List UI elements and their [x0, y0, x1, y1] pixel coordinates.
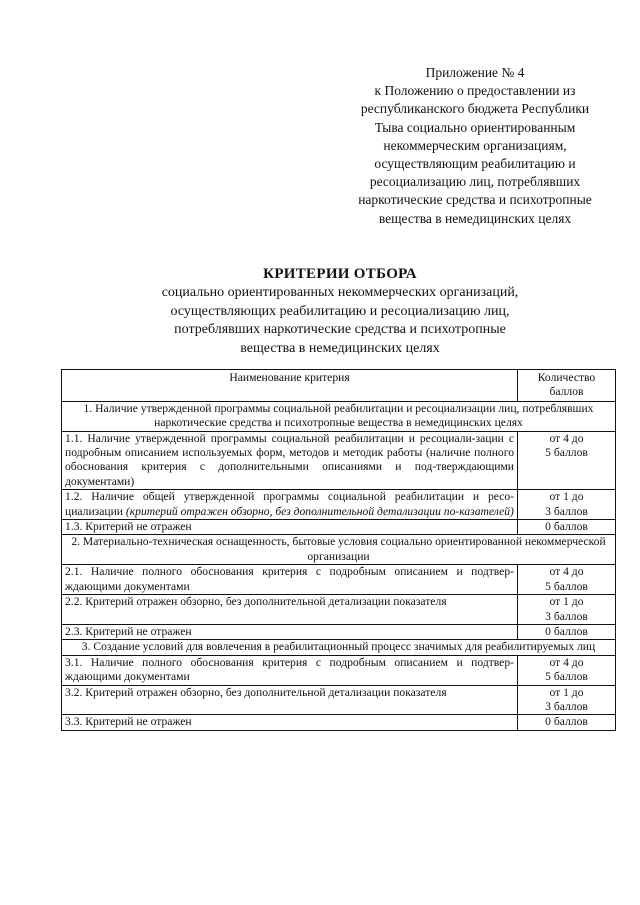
table-row — [62, 595, 616, 625]
criterion-cell — [62, 715, 518, 730]
table-header-row — [62, 370, 616, 402]
document-subtitle — [60, 284, 620, 358]
criterion-cell — [62, 595, 518, 625]
score-line: 0 баллов — [545, 624, 588, 638]
score-cell — [518, 685, 616, 715]
appendix-line: к Положению о предоставлении из — [374, 83, 576, 99]
criterion-text: 3.2. Критерий отражен обзорно, без дополнительной детализации показателя — [65, 685, 447, 699]
score-line: 0 баллов — [545, 520, 588, 534]
subtitle-line: социально ориентированных некоммерческих организаций, — [161, 285, 519, 300]
score-line: от 4 до — [549, 431, 584, 445]
appendix-line: Приложение № 4 — [425, 65, 525, 80]
criterion-cell — [62, 565, 518, 595]
appendix-line: ресоциализацию лиц, потреблявших — [369, 174, 581, 190]
table-row — [62, 431, 616, 490]
table-row — [62, 685, 616, 715]
table-row — [62, 624, 616, 639]
score-line: 0 баллов — [545, 715, 588, 729]
score-line: 5 баллов — [545, 446, 588, 460]
criterion-text: 1.3. Критерий не отражен — [65, 520, 192, 534]
score-line: от 1 до — [549, 490, 584, 504]
section-row — [62, 401, 616, 431]
score-cell — [518, 490, 616, 520]
score-cell — [518, 715, 616, 730]
title-block — [60, 264, 620, 358]
criterion-text: 2.2. Критерий отражен обзорно, без дополнительной детализации показателя — [65, 595, 447, 609]
criterion-text: 1.2. Наличие общей утвержденной программы социальной реабилитации и ресо-циализации — [65, 490, 514, 518]
table-row — [62, 565, 616, 595]
subtitle-line: вещества в немедицинских целях — [240, 340, 440, 356]
criterion-text: 1.1. Наличие утвержденной программы социальной реабилитации и ресоциали-зации с подробным описанием используемых форм, методов и методик работы (наличие полного обоснования критерия с дополнительными описаниями и под-тверждающими документами) — [65, 431, 514, 488]
table-row — [62, 520, 616, 535]
score-line: от 4 до — [549, 565, 584, 579]
score-line: 3 баллов — [545, 609, 588, 623]
score-line: от 4 до — [549, 655, 584, 669]
score-line: 3 баллов — [545, 699, 588, 713]
subtitle-line: осуществляющих реабилитацию и ресоциализацию лиц, — [170, 303, 510, 319]
score-line: 5 баллов — [545, 579, 588, 593]
appendix-line: некоммерческим организациям, — [383, 137, 567, 153]
section-title: 2. Материально-техническая оснащенность, бытовые условия социально ориентированной некоммерческой организации — [62, 535, 616, 565]
header-criterion-name: Наименование критерия — [62, 370, 518, 402]
table-row — [62, 715, 616, 730]
score-cell — [518, 595, 616, 625]
appendix-line: наркотические средства и психотропные — [358, 192, 592, 208]
subtitle-line: потреблявших наркотические средства и психотропные — [174, 322, 506, 337]
criterion-cell — [62, 431, 518, 490]
score-line: 5 баллов — [545, 670, 588, 684]
criteria-table — [61, 369, 616, 731]
score-cell — [518, 624, 616, 639]
appendix-line: вещества в немедицинских целях — [378, 210, 572, 226]
criterion-text: 2.3. Критерий не отражен — [65, 624, 192, 638]
appendix-line: осуществляющим реабилитацию и — [374, 156, 576, 172]
criterion-text: 2.1. Наличие полного обоснования критерия с подробным описанием и подтвер-ждающими документами — [65, 565, 514, 593]
criterion-text: 3.1. Наличие полного обоснования критерия с подробным описанием и подтвер-ждающими документами — [65, 655, 514, 684]
section-row — [62, 535, 616, 565]
score-line: 3 баллов — [545, 504, 588, 518]
table-row — [62, 655, 616, 685]
criterion-cell — [62, 520, 518, 535]
section-title: 1. Наличие утвержденной программы социальной реабилитации и ресоциализации лиц, потреблявших наркотические средства и психотропные вещества в немедицинских целях — [62, 401, 616, 431]
document-title: КРИТЕРИИ ОТБОРА — [263, 266, 417, 282]
score-cell — [518, 655, 616, 685]
criterion-note: (критерий отражен обзорно, без дополнительной детализации по-казателей) — [125, 504, 514, 518]
appendix-line: республиканского бюджета Республики — [360, 101, 590, 117]
score-line: от 1 до — [549, 595, 584, 609]
criterion-cell — [62, 685, 518, 715]
appendix-line: Тыва социально ориентированным — [374, 119, 576, 135]
score-cell — [518, 565, 616, 595]
criterion-cell — [62, 490, 518, 520]
criterion-text: 3.3. Критерий не отражен — [65, 715, 192, 729]
score-cell — [518, 520, 616, 535]
score-cell — [518, 431, 616, 490]
section-title: 3. Создание условий для вовлечения в реабилитационный процесс значимых для реабилитируемых лиц — [62, 640, 616, 655]
appendix-block — [330, 64, 620, 228]
header-score: Количество баллов — [518, 370, 616, 402]
table-row — [62, 490, 616, 520]
score-line: от 1 до — [549, 685, 584, 699]
section-row — [62, 640, 616, 655]
criterion-cell — [62, 624, 518, 639]
criterion-cell — [62, 655, 518, 685]
